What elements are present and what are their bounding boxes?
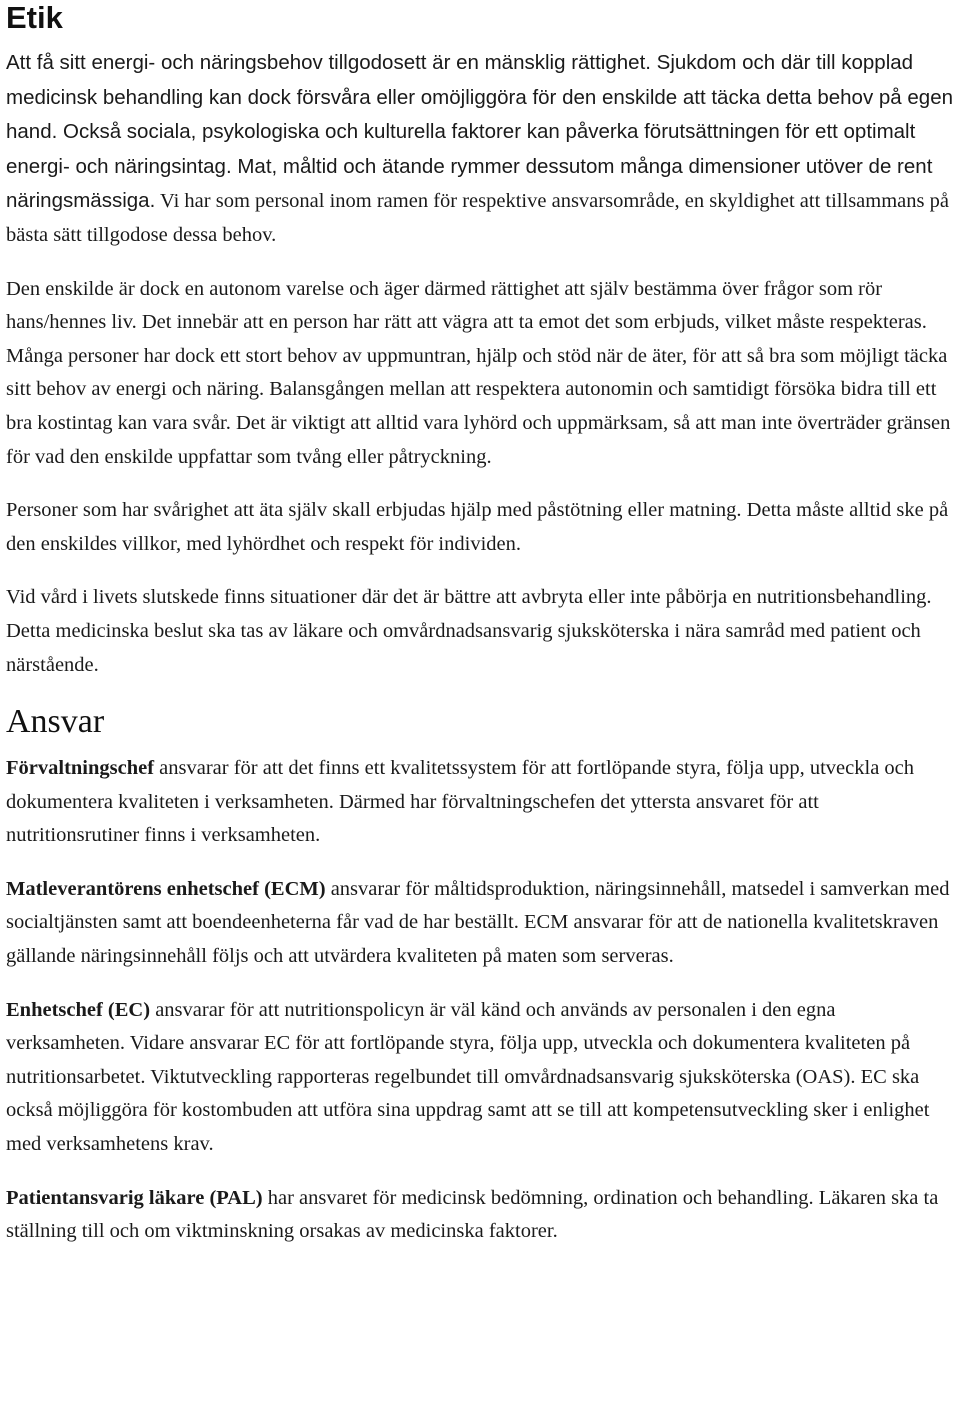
text-forvaltningschef: ansvarar för att det finns ett kvalitetssystem för att fortlöpande styra, följa upp, utveckla och dokumentera kvaliteten i verksamheten. Därmed har förvaltningschefen det yttersta ansvaret för att nutritionsrutiner finns i verksamheten.	[6, 757, 915, 847]
document-page	[6, 0, 956, 1269]
heading-etik: Etik	[6, 0, 63, 35]
role-forvaltningschef: Förvaltningschef	[6, 757, 155, 780]
paragraph-ansvar-pal	[6, 1182, 956, 1249]
paragraph-etik-3: Personer som har svårighet att äta själv skall erbjudas hjälp med påstötning eller matning. Detta måste alltid ske på den enskildes villkor, med lyhördhet och respekt för individen.	[6, 499, 949, 555]
paragraph-ansvar-forvaltningschef	[6, 752, 956, 853]
role-ecm: Matleverantörens enhetschef (ECM)	[6, 877, 326, 900]
text-pal: har ansvaret för medicinsk bedömning, ordination och behandling. Läkaren ska ta ställning till och om viktminskning orsakas av medicinska faktorer.	[6, 1186, 939, 1243]
role-pal: Patientansvarig läkare (PAL)	[6, 1186, 263, 1209]
paragraph-etik-1-serif: Vi har som personal inom ramen för respektive ansvarsområde, en skyldighet att tillsammans på bästa sätt tillgodose dessa behov.	[6, 190, 949, 246]
role-ec: Enhetschef (EC)	[6, 998, 151, 1021]
text-ec: ansvarar för att nutritionspolicyn är väl känd och används av personalen i den egna verksamheten. Vidare ansvarar EC för att fortlöpande styra, följa upp, utveckla och dokumentera kvaliteten på nutritionsarbetet. Viktutveckling rapporteras regelbundet till omvårdnadsansvarig sjuksköterska (OAS). EC ska också möjliggöra för kostombuden att utföra sina uppdrag samt att se till att kompetensutveckling sker i enlighet med verksamhetens krav.	[6, 998, 930, 1156]
paragraph-etik-2: Den enskilde är dock en autonom varelse och äger därmed rättighet att själv bestämma över frågor som rör hans/hennes liv. Det innebär att en person har rätt att vägra att ta emot det som erbjuds, vilket måste respekteras. Många personer har dock ett stort behov av uppmuntran, hjälp och stöd när de äter, för att så bra som möjligt täcka sitt behov av energi och näring. Balansgången mellan att respektera autonomin och samtidigt försöka bidra till ett bra kostintag kan vara svår. Det är viktigt att alltid vara lyhörd och uppmärksam, så att man inte överträder gränsen för vad den enskilde uppfattar som tvång eller påtryckning.	[6, 277, 951, 468]
paragraph-ansvar-ecm	[6, 873, 956, 974]
heading-ansvar: Ansvar	[6, 703, 105, 741]
text-ecm: ansvarar för måltidsproduktion, näringsinnehåll, matsedel i samverkan med socialtjänsten samt att boendeenheterna får vad de har beställt. ECM ansvarar för att de nationella kvalitetskraven gällande näringsinnehåll följs och att utvärdera kvaliteten på maten som serveras.	[6, 877, 950, 968]
paragraph-etik-1-sans: Att få sitt energi- och näringsbehov tillgodosett är en mänsklig rättighet. Sjukdom och där till kopplad medicinsk behandling kan dock försvåra eller omöjliggöra för den enskilde att täcka detta behov på egen hand. Också sociala, psykologiska och kulturella faktorer kan påverka förutsättningen för ett optimalt energi- och näringsintag. Mat, måltid och ätande rymmer dessutom många dimensioner utöver de rent näringsmässiga.	[6, 51, 953, 213]
paragraph-ansvar-ec	[6, 994, 956, 1162]
paragraph-etik-4: Vid vård i livets slutskede finns situationer där det är bättre att avbryta eller inte påbörja en nutritionsbehandling. Detta medicinska beslut ska tas av läkare och omvårdnadsansvarig sjuksköterska i nära samråd med patient och närstående.	[6, 586, 932, 676]
paragraph-etik-1	[6, 46, 956, 253]
